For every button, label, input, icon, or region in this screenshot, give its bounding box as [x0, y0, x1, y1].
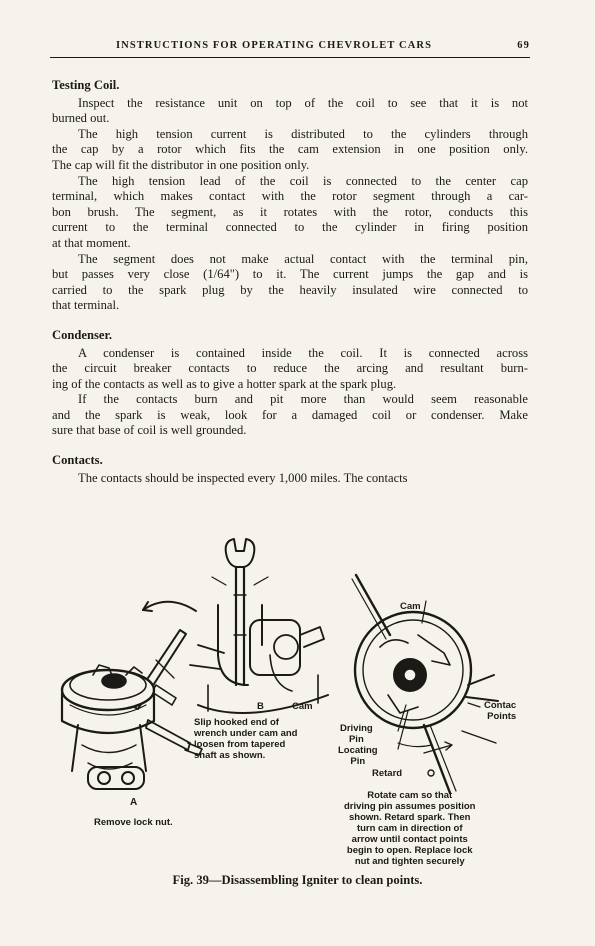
panel-c-caption-line: shown. Retard spark. Then: [349, 812, 471, 823]
panel-b-caption-line: wrench under cam and: [194, 728, 298, 739]
header-rule: [50, 57, 530, 58]
contact-points-label: [484, 700, 516, 722]
text-line: at that moment.: [52, 235, 131, 250]
text-line: but passes very close (1/64") to it. The current jumps the gap and is: [52, 267, 528, 282]
paragraph: [52, 127, 528, 174]
text-line: burned out.: [52, 111, 110, 126]
paragraph: [52, 471, 528, 487]
text-line: sure that base of coil is well grounded.: [52, 423, 247, 438]
panel-b-cam-label: Cam: [292, 701, 313, 712]
panel-a-letter: A: [130, 797, 138, 808]
contact-points-label-line: Contac: [484, 700, 517, 711]
panel-b-caption-line: Slip hooked end of: [194, 717, 279, 728]
locating-pin-label-line: Pin: [350, 756, 366, 767]
text-line: A condenser is contained inside the coil. It is connected across: [78, 345, 528, 360]
paragraph: [52, 174, 528, 252]
text-line: Inspect the resistance unit on top of the coil to see that it is not: [78, 95, 528, 110]
panel-b-caption-line: loosen from tapered: [194, 739, 286, 750]
text-line: that terminal.: [52, 298, 120, 313]
section-heading: Condenser.: [52, 327, 113, 342]
paragraph: [52, 96, 528, 127]
panel-c-caption-line: arrow until contact points: [351, 834, 468, 845]
section-heading: Testing Coil.: [52, 78, 120, 92]
driving-pin-label-line: Driving: [340, 723, 373, 734]
text-line: bon brush. The segment, as it rotates with the rotor, conducts this: [52, 204, 528, 219]
text-line: The segment does not make actual contact with the terminal pin,: [78, 251, 528, 266]
section-heading: Contacts.: [52, 453, 103, 468]
panel-c-caption: [344, 790, 475, 867]
text-line: If the contacts burn and pit more than would seem reasonable: [78, 392, 528, 407]
driving-pin-label-line: Pin: [348, 734, 364, 745]
panel-c-caption-line: Rotate cam so that: [367, 790, 453, 801]
text-line: The contacts should be inspected every 1,000 miles. The contacts: [78, 470, 408, 485]
text-line: and the spark is weak, look for a damaged coil or condenser. Make: [52, 407, 528, 422]
body-text: [52, 78, 528, 486]
panel-a-caption: Remove lock nut.: [94, 817, 173, 828]
panel-b-letter: B: [257, 701, 264, 712]
contact-points-label-line: Points: [487, 711, 517, 722]
text-line: the circuit breaker contacts to reduce the arcing and resultant burn-: [52, 361, 528, 376]
panel-b-caption: [194, 717, 297, 761]
paragraph: [52, 392, 528, 439]
text-line: ing of the contacts as well as to give a hotter spark at the spark plug.: [52, 376, 397, 391]
retard-label: Retard: [372, 768, 403, 779]
panel-c-caption-line: begin to open. Replace lock: [346, 845, 473, 856]
paragraph: [52, 252, 528, 314]
text-line: The high tension current is distributed to the cylinders through: [78, 126, 528, 141]
text-line: the cap by a rotor which fits the cam extension in one position only.: [52, 142, 528, 157]
figure-caption: Fig. 39—Disassembling Igniter to clean points.: [172, 873, 423, 887]
paragraph: [52, 346, 528, 393]
panel-c-cam-label: Cam: [400, 601, 421, 612]
panel-b-wrench-drawing: [190, 539, 328, 713]
locating-pin-label: [338, 745, 378, 767]
text-line: terminal, which makes contact with the rotor segment through a car-: [52, 189, 528, 204]
panel-c-caption-line: turn cam in direction of: [356, 823, 463, 834]
locating-pin-label-line: Locating: [338, 745, 378, 756]
text-line: The high tension lead of the coil is connected to the center cap: [78, 173, 528, 188]
running-header: [50, 37, 530, 53]
text-line: The cap will fit the distributor in one position only.: [52, 157, 310, 172]
figure-39: [48, 535, 548, 880]
text-line: carried to the spark plug by the heavily insulated wire connected to: [52, 282, 528, 297]
driving-pin-label: [340, 723, 373, 745]
header-title: INSTRUCTIONS FOR OPERATING CHEVROLET CARS: [116, 40, 433, 51]
panel-c-caption-line: nut and tighten securely: [354, 856, 465, 867]
panel-c-caption-line: driving pin assumes position: [344, 801, 476, 812]
text-line: current to the terminal connected to the cylinder in firing position: [52, 220, 528, 235]
panel-b-caption-line: shaft as shown.: [194, 750, 266, 761]
page-number: 69: [517, 40, 530, 51]
panel-a-distributor-drawing: [62, 602, 202, 789]
